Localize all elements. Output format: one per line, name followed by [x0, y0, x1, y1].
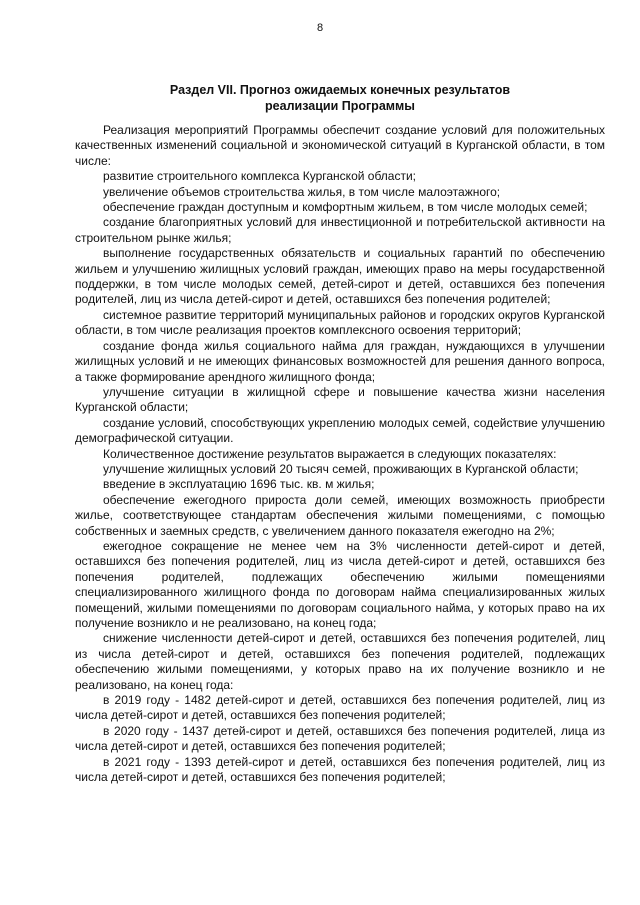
paragraph: в 2021 году - 1393 детей-сирот и детей, оставшихся без попечения родителей, лиц из числа детей-сирот и детей, оставшихся без попечения родителей;	[75, 754, 605, 785]
paragraph: увеличение объемов строительства жилья, в том числе малоэтажного;	[103, 184, 501, 199]
paragraph: создание условий, способствующих укреплению молодых семей, содействие улучшению демографической ситуации.	[75, 415, 605, 446]
page-number: 8	[316, 22, 324, 34]
paragraph: выполнение государственных обязательств и социальных гарантий по обеспечению жильем и улучшению жилищных условий граждан, имеющих право на меры государственной поддержки, в том числе молодых семей, детей-сирот и детей, оставшихся без попечения родителей, лиц из числа детей-сирот и детей, оставшихся без попечения родителей;	[75, 246, 605, 307]
paragraph: в 2020 году - 1437 детей-сирот и детей, оставшихся без попечения родителей, лица из числа детей-сирот и детей, оставшихся без попечения родителей;	[75, 723, 605, 754]
paragraph: обеспечение граждан доступным и комфортным жильем, в том числе молодых семей;	[103, 200, 588, 215]
paragraph: ежегодное сокращение не менее чем на 3% численности детей-сирот и детей, оставшихся без попечения родителей, лиц из числа детей-сирот и детей, оставшихся без попечения родителей, подлежащих обеспечению жилыми помещениями специализированного жилищного фонда по договорам найма специализированных жилых помещений, жилыми помещениями по договорам социального найма, у которых право на их получение возникло и не реализовано, на конец года;	[75, 538, 605, 630]
paragraph: в 2019 году - 1482 детей-сирот и детей, оставшихся без попечения родителей, лиц из числа детей-сирот и детей, оставшихся без попечения родителей;	[75, 693, 605, 723]
paragraph: снижение численности детей-сирот и детей, оставшихся без попечения родителей, лиц из числа детей-сирот и детей, оставшихся без попечения родителей, подлежащих обеспечению жилыми помещениями, у которых право на их получение возникло и не реализовано, на конец года:	[75, 631, 605, 692]
section-heading	[75, 82, 605, 114]
section-heading-line-2: реализации Программы	[265, 99, 415, 113]
paragraph: улучшение жилищных условий 20 тысяч семей, проживающих в Курганской области;	[103, 461, 579, 476]
section-heading-line-1: Раздел VII. Прогноз ожидаемых конечных результатов	[169, 83, 511, 97]
paragraph: создание благоприятных условий для инвестиционной и потребительской активности на строительном рынке жилья;	[75, 215, 605, 245]
paragraph: создание фонда жилья социального найма для граждан, нуждающихся в улучшении жилищных условий и не имеющих финансовых возможностей для решения данного вопроса, а также формирование арендного жилищного фонда;	[75, 338, 605, 384]
paragraph: введение в эксплуатацию 1696 тыс. кв. м жилья;	[103, 477, 375, 492]
document-body	[75, 123, 605, 785]
paragraph: развитие строительного комплекса Курганской области;	[103, 169, 416, 184]
paragraph: улучшение ситуации в жилищной сфере и повышение качества жизни населения Курганской области;	[75, 384, 605, 415]
paragraph: Реализация мероприятий Программы обеспечит создание условий для положительных качественных изменений социальной и экономической ситуаций в Курганской области, в том числе:	[75, 123, 605, 168]
paragraph: Количественное достижение результатов выражается в следующих показателях:	[103, 446, 557, 461]
paragraph: системное развитие территорий муниципальных районов и городских округов Курганской области, в том числе реализация проектов комплексного освоения территорий;	[75, 307, 605, 338]
paragraph: обеспечение ежегодного прироста доли семей, имеющих возможность приобрести жилье, соответствующее стандартам обеспечения жилыми помещениями, с помощью собственных и заемных средств, с увеличением данного показателя ежегодно на 2%;	[75, 492, 605, 538]
